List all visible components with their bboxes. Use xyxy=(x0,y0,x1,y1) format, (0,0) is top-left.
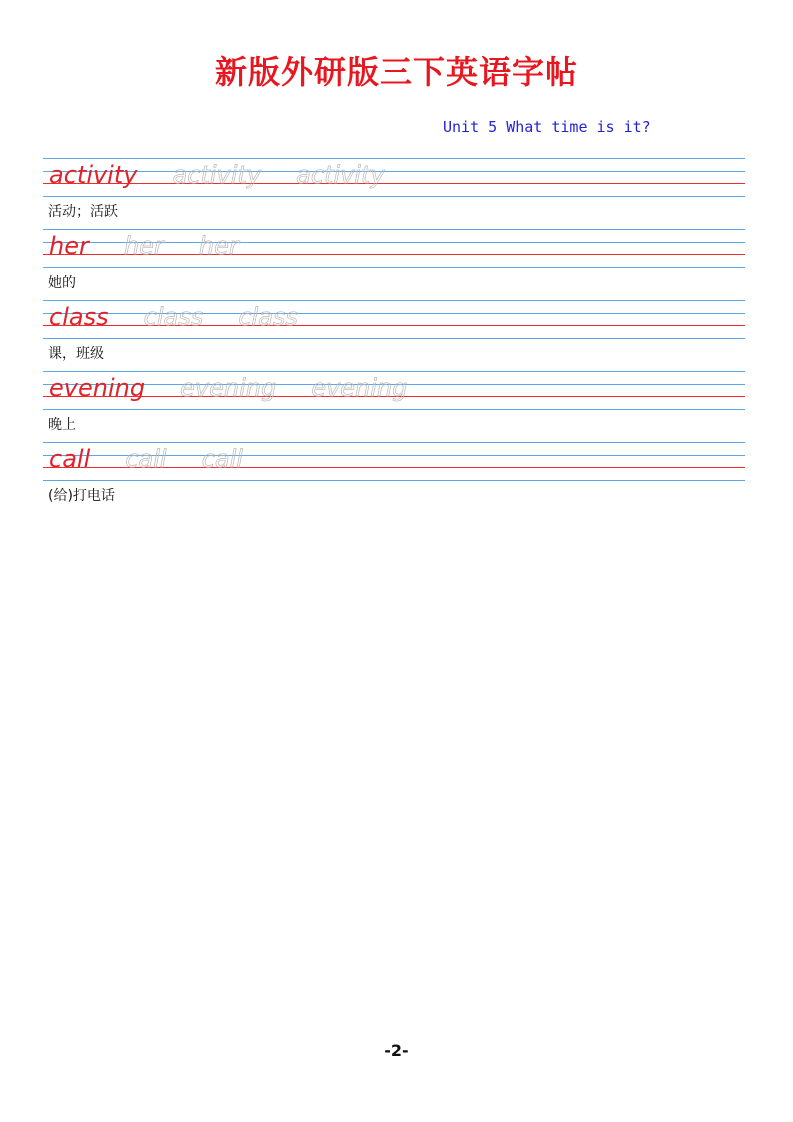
guide-line-top xyxy=(43,371,745,372)
trace-word: her xyxy=(198,232,239,260)
word-meaning: 活动；活跃 xyxy=(48,204,118,220)
guide-line-top xyxy=(43,229,745,230)
vocabulary-entry-call xyxy=(43,442,745,513)
word-row xyxy=(49,302,328,332)
trace-word: her xyxy=(123,232,164,260)
word-meaning: 她的 xyxy=(48,275,76,291)
trace-word: call xyxy=(125,445,167,473)
vocabulary-word: her xyxy=(49,232,89,260)
vocabulary-entry-activity xyxy=(43,158,745,229)
trace-word: class xyxy=(238,303,298,331)
guide-line-bottom xyxy=(43,409,745,410)
trace-word: activity xyxy=(296,161,385,189)
word-row xyxy=(49,231,269,261)
guide-line-top xyxy=(43,158,745,159)
trace-word: activity xyxy=(172,161,262,189)
word-meaning: 晚上 xyxy=(48,417,76,433)
word-row xyxy=(49,444,273,474)
guide-line-bottom xyxy=(43,480,745,481)
guide-line-bottom xyxy=(43,267,745,268)
page-number: -2- xyxy=(384,1041,409,1060)
trace-word: class xyxy=(143,303,204,331)
word-meaning: 课，班级 xyxy=(48,346,104,362)
guide-line-bottom xyxy=(43,196,745,197)
guide-line-top xyxy=(43,300,745,301)
vocabulary-entry-her xyxy=(43,229,745,300)
vocabulary-word: activity xyxy=(49,161,138,189)
vocabulary-word: class xyxy=(49,303,109,331)
trace-word: evening xyxy=(180,374,277,402)
trace-word: call xyxy=(201,445,243,473)
vocabulary-entry-evening xyxy=(43,371,745,442)
trace-word: evening xyxy=(311,374,408,402)
page-title: 新版外研版三下英语字帖 xyxy=(214,53,578,91)
guide-line-bottom xyxy=(43,338,745,339)
word-meaning: (给)打电话 xyxy=(48,488,115,504)
word-row xyxy=(49,160,415,190)
vocabulary-word: evening xyxy=(49,374,146,402)
vocabulary-entry-class xyxy=(43,300,745,371)
guide-line-top xyxy=(43,442,745,443)
unit-subtitle: Unit 5 What time is it? xyxy=(443,118,651,136)
vocabulary-word: call xyxy=(49,445,91,473)
word-row xyxy=(49,373,437,403)
